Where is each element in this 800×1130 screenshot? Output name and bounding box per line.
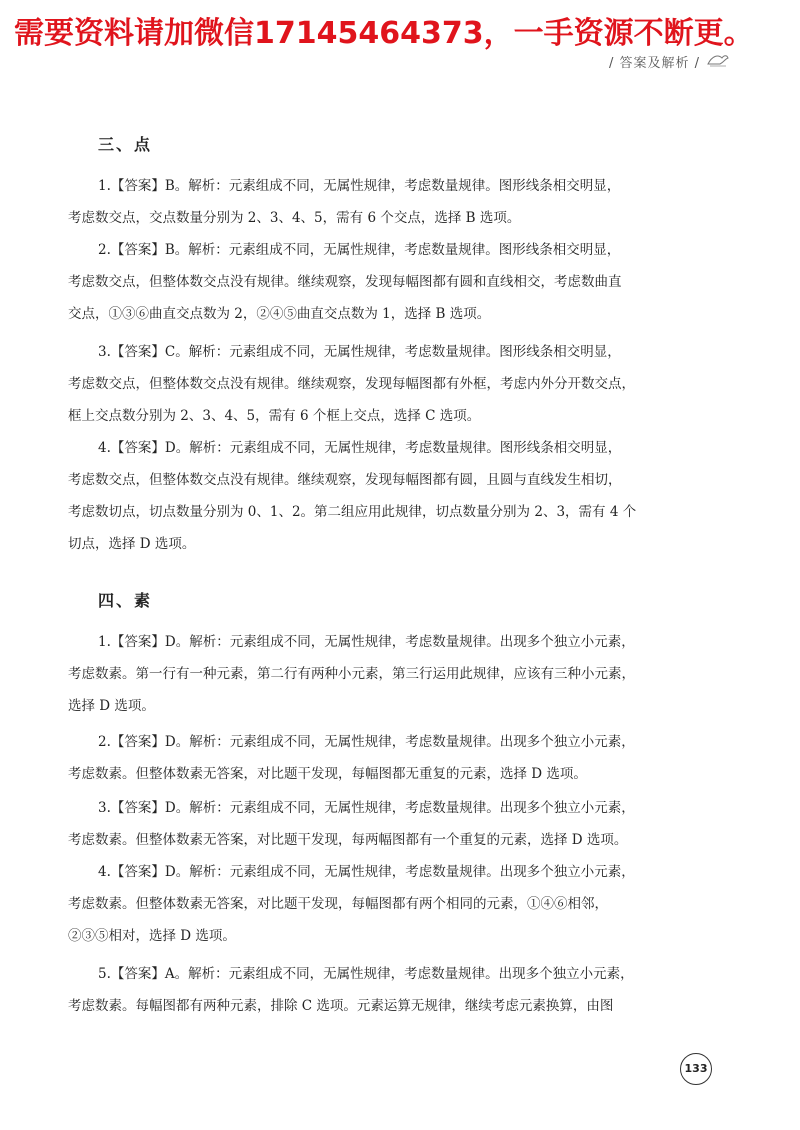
answer-line: 考虑数切点，切点数量分别为 0、1、2。第二组应用此规律，切点数量分别为 2、3，需有 4 个 <box>68 504 637 520</box>
page-number: 133 <box>680 1053 712 1085</box>
answer-item <box>68 432 728 560</box>
answer-item <box>68 234 728 330</box>
answer-line: 1.【答案】D。解析：元素组成不同，无属性规律，考虑数量规律。出现多个独立小元素， <box>98 634 635 650</box>
answer-line: 1.【答案】B。解析：元素组成不同，无属性规律，考虑数量规律。图形线条相交明显， <box>98 178 621 194</box>
answer-item <box>68 958 728 1022</box>
bird-ornament-icon <box>706 50 730 68</box>
answer-line: 考虑数素。但整体数素无答案，对比题干发现，每两幅图都有一个重复的元素，选择 D 选项。 <box>68 832 628 848</box>
answer-item <box>68 626 728 722</box>
answer-line: 框上交点数分别为 2、3、4、5，需有 6 个框上交点，选择 C 选项。 <box>68 408 481 424</box>
answer-item <box>68 170 728 234</box>
section-title-dian: 三、点 <box>98 135 153 154</box>
answer-line: 考虑数交点，但整体数交点没有规律。继续观察，发现每幅图都有圆和直线相交，考虑数曲直 <box>68 274 622 290</box>
answer-line: 考虑数交点，交点数量分别为 2、3、4、5，需有 6 个交点，选择 B 选项。 <box>68 210 521 226</box>
answer-line: 切点，选择 D 选项。 <box>68 536 196 552</box>
answer-item <box>68 792 728 856</box>
answer-item <box>68 336 728 432</box>
answer-line: 考虑数素。第一行有一种元素，第二行有两种小元素，第三行运用此规律，应该有三种小元素， <box>68 666 635 682</box>
running-head: / 答案及解析 / <box>608 56 700 71</box>
section-title-su: 四、素 <box>98 591 153 610</box>
answer-line: 考虑数素。但整体数素无答案，对比题干发现，每幅图都有两个相同的元素，①④⑥相邻， <box>68 896 608 912</box>
answer-line: 考虑数交点，但整体数交点没有规律。继续观察，发现每幅图都有圆，且圆与直线发生相切， <box>68 472 622 488</box>
answer-line: 考虑数素。但整体数素无答案，对比题干发现，每幅图都无重复的元素，选择 D 选项。 <box>68 766 587 782</box>
answer-line: 考虑数交点，但整体数交点没有规律。继续观察，发现每幅图都有外框，考虑内外分开数交点， <box>68 376 635 392</box>
answer-item <box>68 856 728 952</box>
answer-line: 4.【答案】D。解析：元素组成不同，无属性规律，考虑数量规律。图形线条相交明显， <box>98 440 622 456</box>
answer-line: 5.【答案】A。解析：元素组成不同，无属性规律，考虑数量规律。出现多个独立小元素， <box>98 966 634 982</box>
answer-line: 2.【答案】D。解析：元素组成不同，无属性规律，考虑数量规律。出现多个独立小元素， <box>98 734 635 750</box>
answer-line: 选择 D 选项。 <box>68 698 155 714</box>
answer-line: 4.【答案】D。解析：元素组成不同，无属性规律，考虑数量规律。出现多个独立小元素， <box>98 864 635 880</box>
answer-line: 3.【答案】D。解析：元素组成不同，无属性规律，考虑数量规律。出现多个独立小元素， <box>98 800 635 816</box>
answer-line: 考虑数素。每幅图都有两种元素，排除 C 选项。元素运算无规律，继续考虑元素换算，由图 <box>68 998 614 1014</box>
answer-line: 2.【答案】B。解析：元素组成不同，无属性规律，考虑数量规律。图形线条相交明显， <box>98 242 621 258</box>
answer-item <box>68 726 728 790</box>
watermark-banner: 需要资料请加微信17145464373，一手资源不断更。 <box>14 16 754 51</box>
answer-line: 3.【答案】C。解析：元素组成不同，无属性规律，考虑数量规律。图形线条相交明显， <box>98 344 621 360</box>
answer-line: 交点，①③⑥曲直交点数为 2，②④⑤曲直交点数为 1，选择 B 选项。 <box>68 306 491 322</box>
answer-line: ②③⑤相对，选择 D 选项。 <box>68 928 236 944</box>
